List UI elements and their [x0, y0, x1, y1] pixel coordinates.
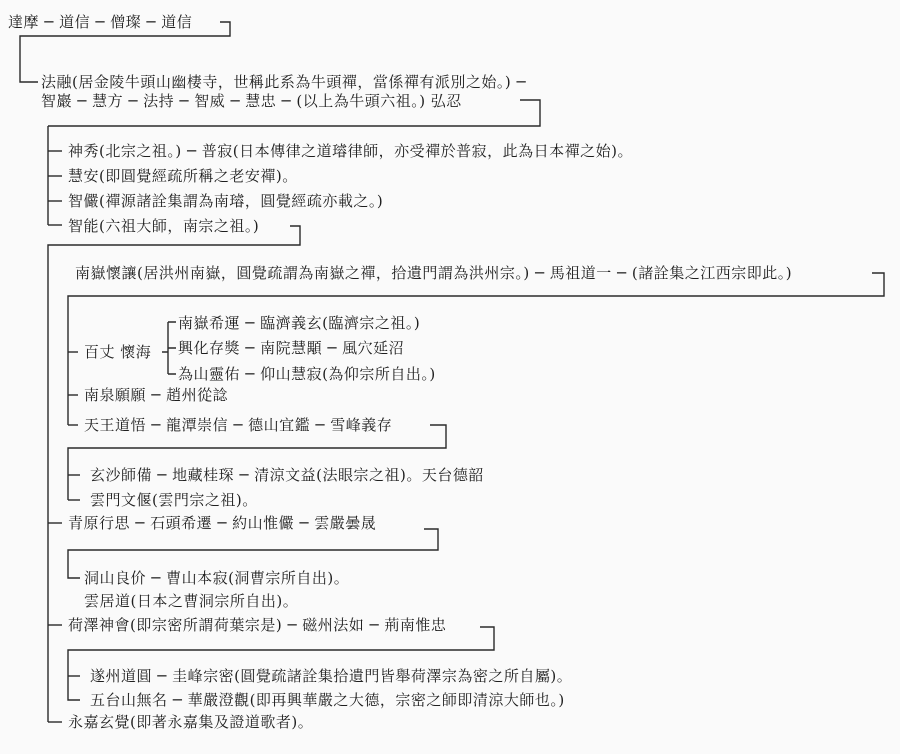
row-shenxiu: 神秀(北宗之祖。) ─ 普寂(日本傳律之道璿律師，亦受禪於普寂，此為日本禪之始)。	[68, 142, 633, 160]
row-zhiyan: 智儼(禪源諸詮集謂為南璿，圓覺經疏亦載之。)	[68, 192, 384, 210]
row-yunmen: 雲門文偃(雲門宗之祖)。	[90, 491, 258, 509]
row-nanquan: 南泉願願 ─ 趙州從諗	[84, 386, 229, 404]
connector-huaihai-bracket	[162, 322, 176, 374]
row-yongjia: 永嘉玄覺(即著永嘉集及證道歌者)。	[68, 713, 314, 731]
row-wutai: 五台山無名 ─ 華嚴澄觀(即再興華嚴之大德，宗密之師即清涼大師也。)	[90, 691, 565, 709]
row-xiyun: 南嶽希運 ─ 臨濟義玄(臨濟宗之祖。)	[178, 314, 421, 332]
row-huian: 慧安(即圓覺經疏所稱之老安禪)。	[68, 167, 298, 185]
row-suizhou: 遂州道圓 ─ 圭峰宗密(圓覺疏諸詮集拾遺門皆舉荷澤宗為密之所自屬)。	[90, 667, 573, 685]
row-qingyuan: 青原行思 ─ 石頭希遷 ─ 約山惟儼 ─ 雲嚴曇晟	[68, 514, 377, 532]
row-xinghua: 興化存獎 ─ 南院慧顒 ─ 風穴延沼	[178, 339, 405, 357]
row-damo-lineage: 達摩 ─ 道信 ─ 僧璨 ─ 道信	[8, 13, 193, 31]
connector-xuefeng-wrap	[68, 425, 446, 500]
row-dongshan: 洞山良价 ─ 曹山本寂(洞曹宗所自出)。	[84, 569, 350, 587]
row-yunju: 雲居道(日本之曹洞宗所自出)。	[84, 592, 299, 610]
row-nanyue: 南嶽懷讓(居洪州南嶽，圓覺疏謂為南嶽之禪，拾遺門謂為洪州宗。) ─ 馬祖道一 ─ (諸詮集之江西宗即此。)	[75, 264, 793, 282]
row-huineng: 智能(六祖大師，南宗之祖。)	[68, 217, 260, 235]
row-farong: 法融(居金陵牛頭山幽棲寺，世稱此系為牛頭禪，當係禪有派別之始。) ─	[41, 73, 527, 91]
row-tianwang: 天王道悟 ─ 龍潭崇信 ─ 德山宜鑑 ─ 雪峰義存	[84, 416, 393, 434]
row-xuansha: 玄沙師備 ─ 地藏桂琛 ─ 清涼文益(法眼宗之祖)。天台德韶	[90, 466, 484, 484]
row-heze: 荷澤神會(即宗密所謂荷葉宗是) ─ 磁州法如 ─ 荊南惟忠	[68, 616, 447, 634]
row-baizhang: 百丈 懷海	[84, 343, 152, 361]
row-weishan: 為山靈佑 ─ 仰山慧寂(為仰宗所自出。)	[178, 365, 436, 383]
row-niutou-patriarchs: 智巖 ─ 慧方 ─ 法持 ─ 智威 ─ 慧忠 ─ (以上為牛頭六祖。) 弘忍	[41, 92, 462, 110]
